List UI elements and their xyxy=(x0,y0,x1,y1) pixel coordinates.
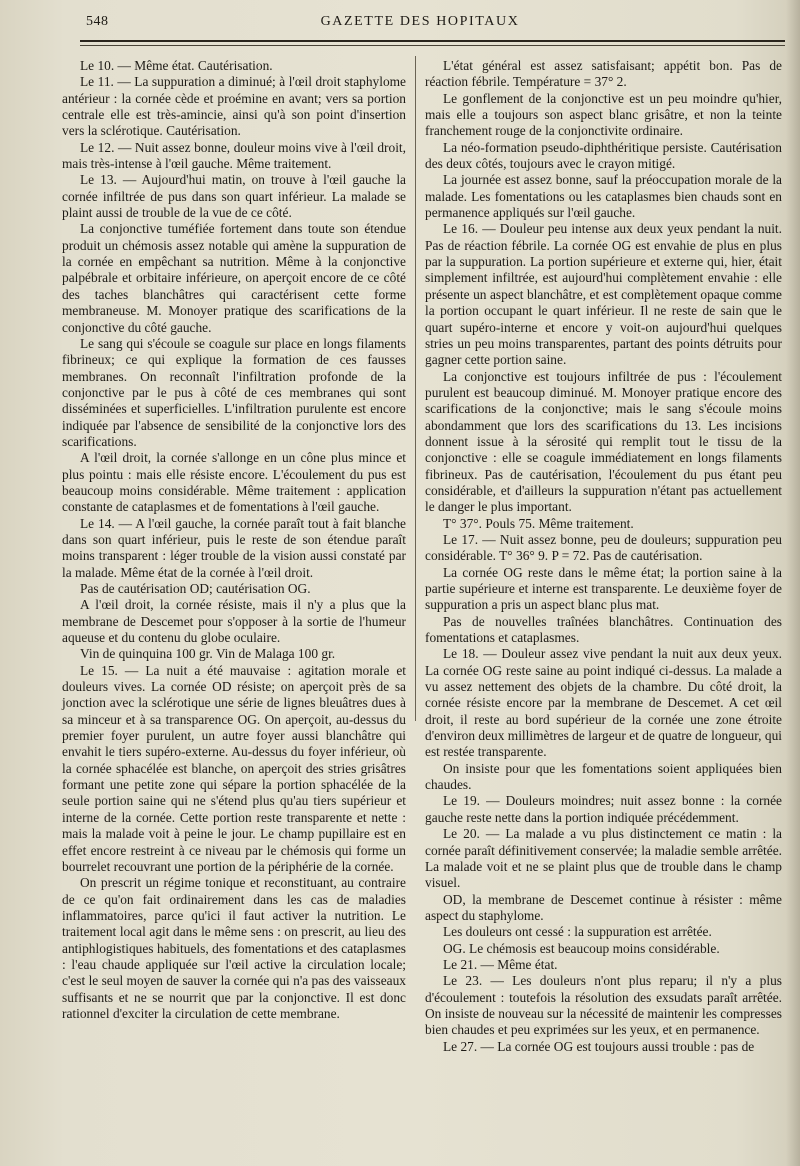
paragraph: Les douleurs ont cessé : la suppuration est arrêtée. xyxy=(443,924,712,940)
paragraph: On insiste pour que les fomentations soient appliquées bien chaudes. xyxy=(425,760,782,793)
paragraph: La néo-formation pseudo-diphthéritique persiste. Cautérisation des deux côtés, toujours avec le crayon mitigé. xyxy=(425,139,782,172)
paragraph: L'état général est assez satisfaisant; appétit bon. Pas de réaction fébrile. Température = 37° 2. xyxy=(425,58,782,90)
paragraph: Le 21. — Même état. xyxy=(443,956,558,972)
page-number: 548 xyxy=(86,14,109,29)
paragraph: T° 37°. Pouls 75. Même traitement. xyxy=(443,515,634,531)
paragraph: Le 18. — Douleur assez vive pendant la nuit aux deux yeux. La cornée OG reste saine au point indiqué ci-dessus. La malade a vu assez nettement des objets de la chambre. Du côté droit, la cornée résiste encore par la membrane de Descemet. A cet œil droit, il reste au bord supérieur de la cornée une zone étroite d'environ deux millimètres de largeur et de quatre de longueur, qui est restée transparente. xyxy=(425,646,782,760)
paragraph: Le 12. — Nuit assez bonne, douleur moins vive à l'œil droit, mais très-intense à l'œil gauche. Même traitement. xyxy=(62,139,406,172)
paragraph: Le 23. — Les douleurs n'ont plus reparu; il n'y a plus d'écoulement : toutefois la résolution des exsudats paraît arrêtée. On insiste de nouveau sur la nécessité de maintenir les compresses bien chaudes et peu exprimées sur les yeux, et en permanence. xyxy=(425,973,782,1038)
paragraph: OG. Le chémosis est beaucoup moins considérable. xyxy=(443,940,720,956)
paragraph: Le 27. — La cornée OG est toujours aussi trouble : pas de xyxy=(443,1038,755,1054)
header-rule-thin xyxy=(80,45,785,46)
paragraph: La conjonctive est toujours infiltrée de pus : l'écoulement purulent est beaucoup diminué. M. Monoyer pratique encore des scarifications de la conjonctive; mais le sang s'écoule moins abondamment que lors des scarifications du 13. Les incisions donnent issue à la sérosité qui remplit tout le tissu de la conjonctive : elle se coagule immédiatement en longs filaments fibrineux. Pas de cautérisation, l'écoulement du pus étant peu considérable, et d'ailleurs la suppuration n'étant pas actuellement le danger le plus important. xyxy=(425,368,782,515)
paragraph: Le 14. — A l'œil gauche, la cornée paraît tout à fait blanche dans son quart inférieur, puis le reste de son étendue paraît moins transparent : léger trouble de la vision aussi constaté par la malade. Même état de la cornée à l'œil droit. xyxy=(62,515,406,580)
paragraph: La conjonctive tuméfiée fortement dans toute son étendue produit un chémosis assez notable qui amène la suppuration de la cornée en empêchant sa nutrition. Même à la conjonctive palpébrale et orbitaire inférieure, on aperçoit encore de ce côté des taches blanchâtres qui caractérisent cette forme membraneuse. M. Monoyer pratique des scarifications de la conjonctive du côté gauche. xyxy=(62,221,406,335)
paragraph: Le 11. — La suppuration a diminué; à l'œil droit staphylome antérieur : la cornée cède et proémine en avant; vers sa portion centrale elle est très-amincie, ainsi qu'à son point d'insertion vers la sclérotique. Cautérisation. xyxy=(62,74,406,139)
paragraph: Le sang qui s'écoule se coagule sur place en longs filaments fibrineux; ce qui explique la formation de ces fausses membranes. On reconnaît l'infiltration profonde de la conjonctive par le pus à côté de ces membranes qui sont disséminées et superficielles. L'infiltration purulente est encore indiquée par l'absence de sensibilité de la conjonctive lors des scarifications. xyxy=(62,335,406,449)
paragraph: Le 10. — Même état. Cautérisation. xyxy=(80,58,273,73)
page-edge-shadow xyxy=(786,0,800,1166)
paragraph: A l'œil droit, la cornée résiste, mais il n'y a plus que la membrane de Descemet pour s'opposer à la sortie de l'humeur aqueuse et du contenu du globe oculaire. xyxy=(62,597,406,646)
paragraph: Pas de cautérisation OD; cautérisation OG. xyxy=(80,581,311,596)
paragraph: OD, la membrane de Descemet continue à résister : même aspect du staphylome. xyxy=(425,891,782,923)
paragraph: Le 16. — Douleur peu intense aux deux yeux pendant la nuit. Pas de réaction fébrile. La cornée OG est envahie de plus en plus par la suppuration. La portion supérieure et externe qui, hier, était simplement infiltrée, est aujourd'hui complètement envahie : elle présente un aspect blanchâtre, et est complètement opaque comme la portion occupant le quart inférieur. Il ne reste de sain que le quart supéro-interne et encore y voit-on aujourd'hui quelques stries un peu moins transparentes, partant des points détruits pour gagner cette portion saine. xyxy=(425,221,782,368)
paragraph: La cornée OG reste dans le même état; la portion saine à la partie supérieure et interne est transparente. Le deuxième foyer de suppuration a pris un aspect blanc plus mat. xyxy=(425,564,782,613)
paragraph: La journée est assez bonne, sauf la préoccupation morale de la malade. Les fomentations ou les cataplasmes bien chauds sont en permanence appliqués sur l'œil gauche. xyxy=(425,172,782,221)
paragraph: Vin de quinquina 100 gr. Vin de Malaga 100 gr. xyxy=(80,646,336,662)
paragraph: Le 17. — Nuit assez bonne, peu de douleurs; suppuration peu considérable. T° 36° 9. P = 72. Pas de cautérisation. xyxy=(425,531,782,564)
page-header xyxy=(0,0,800,48)
paragraph: Pas de nouvelles traînées blanchâtres. Continuation des fomentations et cataplasmes. xyxy=(425,613,782,646)
running-title: GAZETTE DES HOPITAUX xyxy=(320,14,520,29)
paragraph: Le 15. — La nuit a été mauvaise : agitation morale et douleurs vives. La cornée OD résiste; on aperçoit près de sa jonction avec la sclérotique une série de lignes bleuâtres dues à sa minceur et à sa transparence OG. On aperçoit, au-dessus du premier foyer purulent, un autre foyer aussi blanchâtre qui envahit le tiers supéro-externe. Au-dessus du foyer inférieur, où la cornée sphacélée est blanche, on aperçoit des stries grisâtres formant une petite zone qui sépare la portion sphacélée de la seule portion saine qui ne s'étend plus qu'au tiers supérieur et interne de la cornée. Cette portion reste transparente et nette : mais la malade voit à peine le jour. Le champ pupillaire est en effet encore restreint à ce niveau par le chémosis qui forme un bourrelet recouvrant une portion de la périphérie de la cornée. xyxy=(62,662,406,874)
header-rule xyxy=(80,40,785,42)
paragraph: Le 20. — La malade a vu plus distinctement ce matin : la cornée paraît définitivement conservée; la maladie semble arrêtée. La malade voit et ne se plaint plus que de trouble dans le champ visuel. xyxy=(425,826,782,891)
right-column xyxy=(425,58,782,1055)
paragraph: Le 19. — Douleurs moindres; nuit assez bonne : la cornée gauche reste nette dans la portion indiquée précédemment. xyxy=(425,793,782,825)
left-column xyxy=(62,58,406,1022)
paragraph: Le 13. — Aujourd'hui matin, on trouve à l'œil gauche la cornée infiltrée de pus dans son quart inférieur. La malade se plaint aussi de trouble de la vue de ce côté. xyxy=(62,172,406,221)
paragraph: A l'œil droit, la cornée s'allonge en un cône plus mince et plus pointu : mais elle résiste encore. L'écoulement du pus est beaucoup moins considérable. Même traitement : application constante de cataplasmes et de fomentations à l'œil gauche. xyxy=(62,450,406,515)
paragraph: On prescrit un régime tonique et reconstituant, au contraire de ce qu'on fait ordinairement dans les cas de maladies inflammatoires, parce qu'ici il faut activer la nutrition. Le traitement local agit dans le même sens : on prescrit, au lieu des antiphlogistiques habituels, des fomentations et des cataplasmes : l'eau chaude appliquée sur l'œil active la circulation locale; c'est le seul moyen de sauver la cornée qui n'a pas des vaisseaux suffisants et ne se nourrit que par la conjonctive. Il est donc rationnel d'exciter la circulation de cette membrane. xyxy=(62,875,406,1021)
paragraph: Le gonflement de la conjonctive est un peu moindre qu'hier, mais elle a toujours son aspect blanc grisâtre, et non la teinte franchement rouge de la conjonctivite ordinaire. xyxy=(425,90,782,139)
column-divider xyxy=(415,56,416,721)
